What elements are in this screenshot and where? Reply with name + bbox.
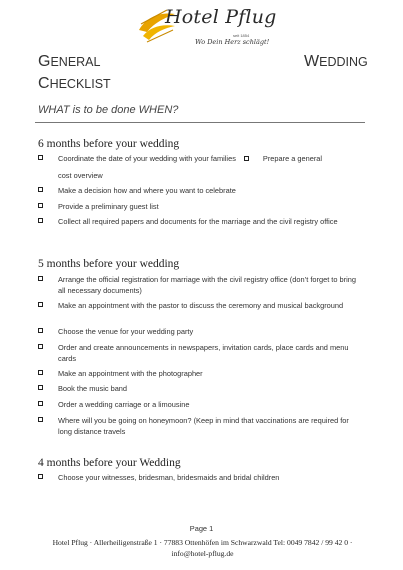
item-text: Where will you be going on honeymoon? (Keep in mind that vaccinations are required for long distance travels	[58, 416, 349, 436]
title-cap-2: C	[38, 75, 50, 92]
checkbox[interactable]	[38, 401, 43, 406]
checkbox[interactable]	[244, 156, 249, 161]
item-text: Collect all required papers and documents for the marriage and the civil registry office	[58, 217, 338, 226]
item-text: Arrange the official registration for marriage with the civil registry office (don’t forget to bring all necessary documents)	[58, 275, 356, 295]
logo-established: seit 1854	[233, 33, 250, 38]
divider	[35, 122, 365, 123]
checkbox[interactable]	[38, 344, 43, 349]
item-text: Make a decision how and where you want to celebrate	[58, 186, 236, 195]
page-number: Page 1	[189, 524, 214, 533]
title-cap-1: G	[38, 53, 51, 70]
checkbox[interactable]	[38, 328, 43, 333]
title-rest-1: ENERAL	[50, 55, 101, 69]
item-text: Make an appointment with the pastor to discuss the ceremony and musical background	[58, 301, 344, 310]
checkbox[interactable]	[38, 474, 43, 479]
checkbox[interactable]	[38, 218, 43, 223]
checkbox[interactable]	[38, 302, 43, 307]
checkbox[interactable]	[38, 203, 43, 208]
section-heading: 4 months before your Wedding	[38, 457, 181, 469]
checkbox[interactable]	[38, 187, 43, 192]
subtitle: WHAT is to be done WHEN?	[38, 104, 179, 116]
item-text: Choose your witnesses, bridesman, bridesmaids and bridal children	[58, 473, 280, 482]
item-text: Provide a preliminary guest list	[58, 202, 159, 211]
checkbox[interactable]	[38, 155, 43, 160]
item-text: Order and create announcements in newspapers, invitation cards, place cards and menu cards	[58, 343, 349, 363]
checkbox[interactable]	[38, 417, 43, 422]
item-text: Book the music band	[58, 384, 128, 393]
title-rest-3: EDDING	[319, 55, 368, 69]
item-text: cost overview	[58, 171, 103, 180]
checkbox[interactable]	[38, 276, 43, 281]
section-heading: 6 months before your wedding	[38, 138, 180, 150]
section-heading: 5 months before your wedding	[38, 258, 180, 270]
item-text: Coordinate the date of your wedding with your families	[58, 154, 236, 163]
logo-tagline: Wo Dein Herz schlägt!	[195, 38, 270, 46]
item-text: Order a wedding carriage or a limousine	[58, 400, 190, 409]
title-cap-3: W	[304, 53, 320, 70]
item-text: Choose the venue for your wedding party	[58, 327, 194, 336]
checkbox[interactable]	[38, 385, 43, 390]
logo-wordmark: Hotel Pflug	[165, 6, 277, 28]
title-rest-2: HECKLIST	[49, 77, 111, 91]
checkbox[interactable]	[38, 370, 43, 375]
hotel-logo	[137, 6, 277, 50]
item-text: Make an appointment with the photographer	[58, 369, 203, 378]
page-title	[38, 51, 111, 95]
checklist-item	[38, 153, 360, 180]
page-title-right	[304, 51, 368, 73]
footer-address: Hotel Pflug · Allerheiligenstraße 1 · 77883 Ottenhöfen im Schwarzwald Tel: 0049 7842 / 99 42 0 · info@hotel-pflug.de	[52, 538, 353, 558]
item-text: Prepare a general	[262, 154, 323, 163]
